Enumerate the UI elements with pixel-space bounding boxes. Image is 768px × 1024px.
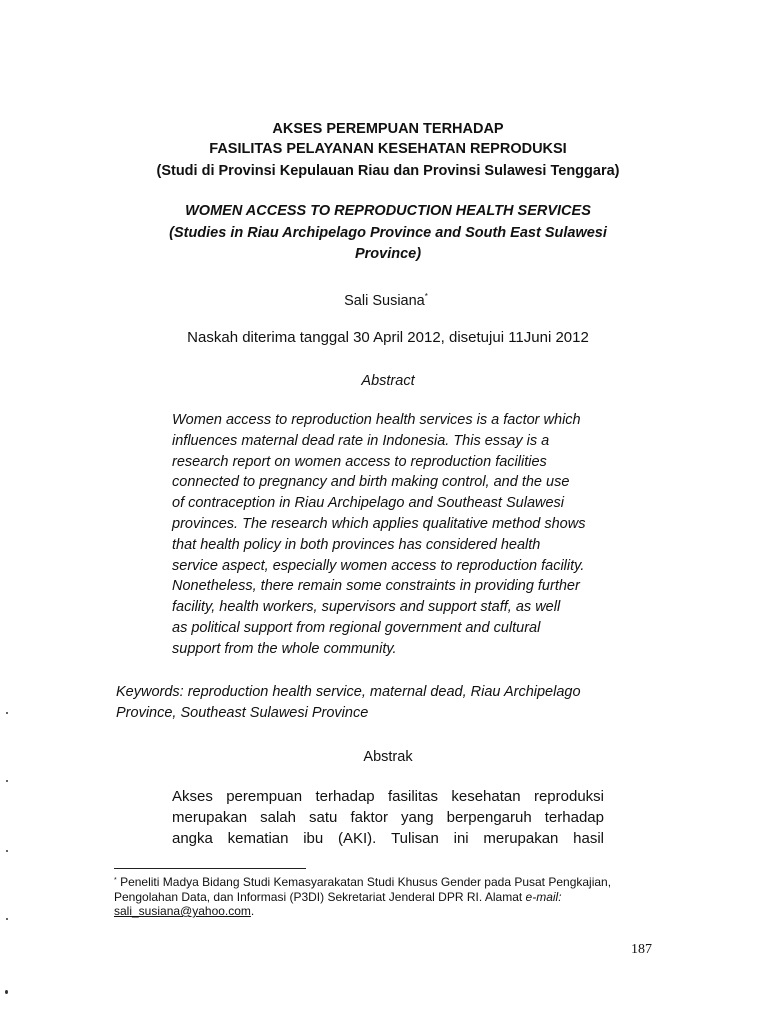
scan-speck: [6, 918, 8, 920]
abstrak-word: terhadap: [315, 788, 375, 805]
english-title-line-3: Province): [354, 246, 422, 262]
abstrak-word: reproduksi: [533, 788, 604, 805]
footnote-line-3: [114, 904, 674, 919]
abstrak-word: merupakan: [172, 809, 248, 826]
abstrak-word: faktor: [350, 809, 388, 826]
abstract-line: that health policy in both provinces has considered health: [172, 536, 541, 553]
keywords-line-1: Keywords: reproduction health service, maternal dead, Riau Archipelago: [116, 684, 581, 700]
scan-speck: [5, 990, 8, 994]
abstrak-heading: Abstrak: [363, 749, 413, 765]
author-name: Sali Susiana: [344, 293, 425, 309]
email-label: e-mail:: [525, 889, 562, 904]
abstrak-word: salah: [260, 809, 296, 826]
abstrak-line-2: [172, 828, 604, 849]
author-footnote-mark: *: [424, 292, 428, 301]
title-line-1: AKSES PEREMPUAN TERHADAP: [272, 121, 504, 137]
footnote-text-1: Peneliti Madya Bidang Studi Kemasyarakatan Studi Khusus Gender pada Pusat Pengkajian,: [120, 875, 612, 889]
abstrak-word: ibu: [303, 830, 324, 847]
footnote: [114, 874, 674, 919]
received-date: Naskah diterima tanggal 30 April 2012, disetujui 11Juni 2012: [187, 329, 589, 346]
abstract-line: influences maternal dead rate in Indonesia. This essay is a: [172, 432, 550, 449]
abstrak-word: (AKI).: [337, 830, 377, 847]
footnote-line-1: [114, 874, 674, 890]
scan-speck: [6, 780, 8, 782]
footnote-text-2: Pengolahan Data, dan Informasi (P3DI) Sekretariat Jenderal DPR RI. Alamat: [114, 889, 526, 904]
abstrak-word: perempuan: [226, 788, 303, 805]
abstract-line: support from the whole community.: [172, 640, 397, 657]
abstrak-word: Akses: [172, 788, 213, 805]
footnote-mark: *: [114, 877, 117, 884]
english-title-line-1: WOMEN ACCESS TO REPRODUCTION HEALTH SERVICES: [185, 203, 591, 219]
abstrak-line-1: [172, 807, 604, 828]
abstract-heading: Abstract: [361, 373, 415, 389]
email-link[interactable]: sali_susiana@yahoo.com: [114, 904, 251, 918]
abstrak-word: satu: [309, 809, 338, 826]
abstrak-word: berpengaruh: [446, 809, 532, 826]
abstrak-word: terhadap: [544, 809, 604, 826]
abstract-line: research report on women access to reproduction facilities: [172, 453, 547, 470]
footnote-line-2: [114, 890, 674, 905]
author: [58, 287, 714, 311]
abstrak-word: kesehatan: [451, 788, 521, 805]
title-line-3: (Studi di Provinsi Kepulauan Riau dan Provinsi Sulawesi Tenggara): [156, 163, 620, 179]
abstract-line: Women access to reproduction health services is a factor which: [172, 412, 581, 428]
abstrak-word: hasil: [573, 830, 604, 847]
scan-speck: [6, 712, 8, 714]
abstract-line: connected to pregnancy and birth making control, and the use: [172, 474, 570, 491]
footnote-rule: [114, 868, 306, 869]
abstrak-word: Tulisan: [391, 830, 439, 847]
abstrak-word: merupakan: [483, 830, 559, 847]
abstrak-word: fasilitas: [388, 788, 439, 805]
abstrak-line-0: [172, 786, 604, 807]
keywords: [116, 682, 676, 724]
footnote-end: .: [250, 904, 255, 918]
english-title-line-2: (Studies in Riau Archipelago Province and South East Sulawesi: [169, 225, 607, 241]
keywords-line-2: Province, Southeast Sulawesi Province: [116, 705, 369, 721]
abstract-line: service aspect, especially women access to reproduction facility.: [172, 557, 585, 574]
abstract-line: facility, health workers, supervisors and support staff, as well: [172, 599, 561, 616]
scan-speck: [6, 850, 8, 852]
abstract-line: as political support from regional government and cultural: [172, 619, 541, 636]
abstract-line: of contraception in Riau Archipelago and Southeast Sulawesi: [172, 495, 565, 512]
abstract-body: [172, 410, 616, 660]
page-number: 187: [631, 942, 652, 957]
abstrak-word: ini: [453, 830, 469, 847]
abstrak-word: angka: [172, 830, 213, 847]
title-line-2: FASILITAS PELAYANAN KESEHATAN REPRODUKSI: [209, 141, 567, 157]
abstrak-body: [172, 786, 604, 849]
abstract-line: provinces. The research which applies qualitative method shows: [172, 515, 586, 532]
abstrak-word: kematian: [227, 830, 289, 847]
abstrak-word: yang: [401, 809, 434, 826]
abstract-line: Nonetheless, there remain some constraints in providing further: [172, 578, 580, 595]
